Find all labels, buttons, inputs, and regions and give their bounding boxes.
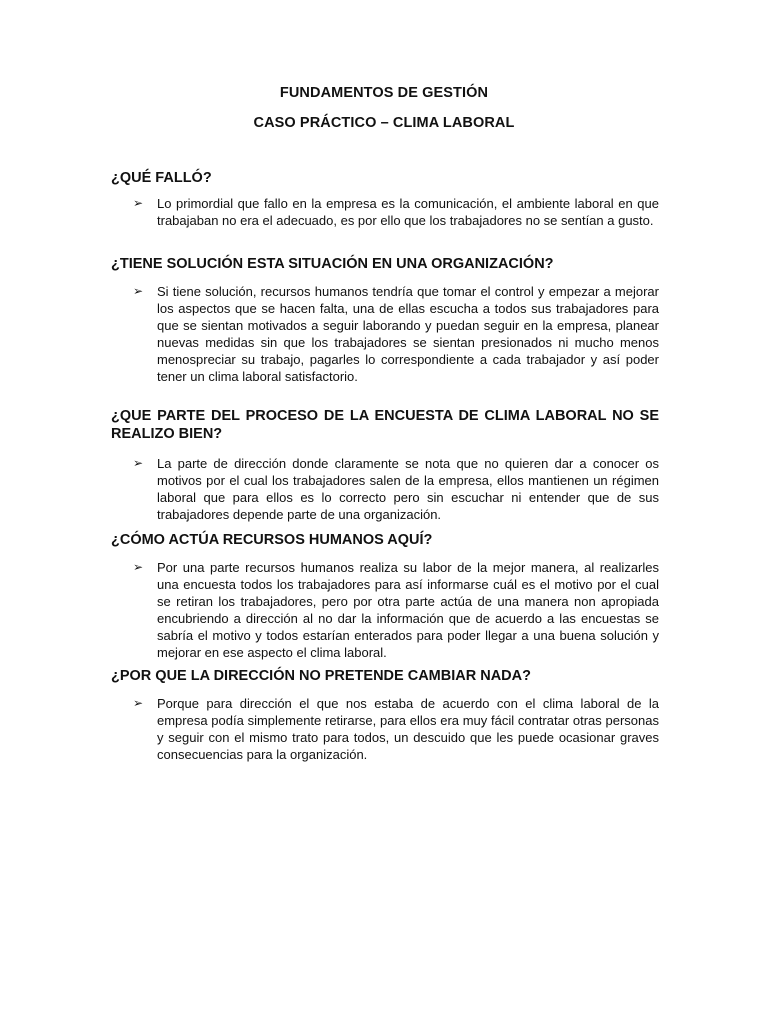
arrow-bullet-icon: ➢ (133, 196, 144, 210)
section-1-question: ¿QUÉ FALLÓ? (111, 170, 212, 186)
section-5-answer-text: Porque para dirección el que nos estaba de acuerdo con el clima laboral de la empresa podía simplemente retirarse, para ellos era muy fácil contratar otras personas y seguir con el mismo trato para todos, un descuido que les puede ocasionar graves consecuencias para la organización. (157, 696, 659, 762)
section-3-question: ¿QUE PARTE DEL PROCESO DE LA ENCUESTA DE CLIMA LABORAL NO SE REALIZO BIEN? (111, 408, 659, 442)
section-4-answer-text: Por una parte recursos humanos realiza su labor de la mejor manera, al realizarles una encuesta todos los trabajadores para así informarse cuál es el motivo por el cual se retiran los trabajadores, pero por otra parte actúa de una manera non apropiada encubriendo a dirección al no dar la información que de acuerdo a las encuestas se sabría el motivo y todos estarían enterados para poder llegar a una buena solución y mejorar en ese aspecto el clima laboral. (157, 560, 659, 660)
section-2-answer (133, 283, 659, 385)
section-4-answer (133, 559, 659, 661)
section-5-answer (133, 695, 659, 763)
arrow-bullet-icon: ➢ (133, 456, 144, 470)
section-2-question: ¿TIENE SOLUCIÓN ESTA SITUACIÓN EN UNA ORGANIZACIÓN? (111, 256, 554, 272)
document-subtitle: CASO PRÁCTICO – CLIMA LABORAL (253, 115, 515, 131)
section-1-answer (133, 195, 659, 229)
arrow-bullet-icon: ➢ (133, 560, 144, 574)
section-2-answer-text: Si tiene solución, recursos humanos tendría que tomar el control y empezar a mejorar los aspectos que se hacen falta, una de ellas escucha a todos sus trabajadores para que se sientan motivados a seguir laborando y puedan seguir en la empresa, planear nuevas medidas sin que los trabajadores se sientan presionados ni mucho menos menospreciar su trabajo, pagarles lo correspondiente a cada trabajador y así poder tener un clima laboral satisfactorio. (157, 284, 659, 384)
arrow-bullet-icon: ➢ (133, 696, 144, 710)
document-title: FUNDAMENTOS DE GESTIÓN (279, 85, 489, 101)
section-3-answer-text: La parte de dirección donde claramente se nota que no quieren dar a conocer os motivos por el cual los trabajadores salen de la empresa, ellos mantienen un régimen laboral que para ellos es lo correcto pero sin escuchar ni entender que de sus trabajadores depende parte de una organización. (157, 456, 659, 522)
arrow-bullet-icon: ➢ (133, 284, 144, 298)
section-4-question: ¿CÓMO ACTÚA RECURSOS HUMANOS AQUÍ? (111, 532, 433, 548)
section-1-answer-text: Lo primordial que fallo en la empresa es la comunicación, el ambiente laboral en que trabajaban no era el adecuado, es por ello que los trabajadores no se sentían a gusto. (157, 196, 659, 228)
section-3-answer (133, 455, 659, 523)
section-5-question: ¿POR QUE LA DIRECCIÓN NO PRETENDE CAMBIAR NADA? (111, 668, 531, 684)
